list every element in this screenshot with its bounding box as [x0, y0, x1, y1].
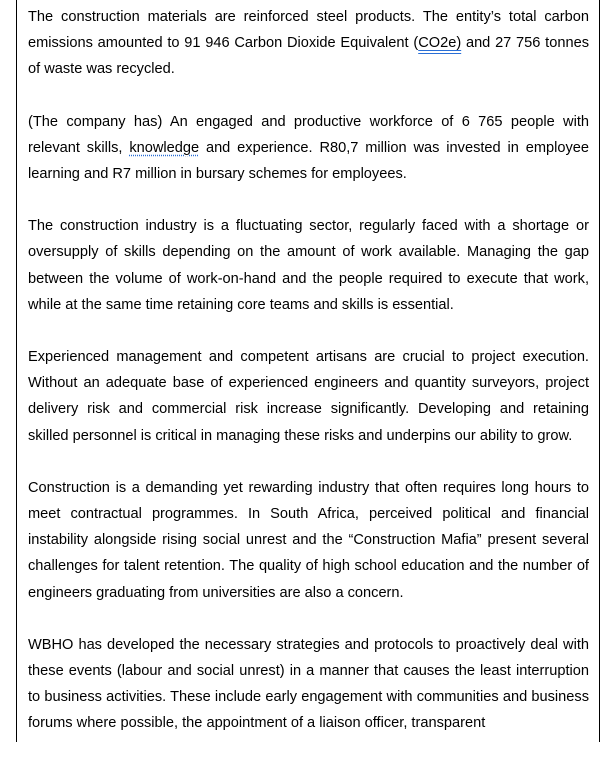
document-page	[16, 0, 600, 742]
spelling-flagged-word[interactable]: knowledge	[129, 139, 200, 156]
paragraph-experienced-management: Experienced management and competent artisans are crucial to project execution. Without an adequate base of experienced engineers and quantity surveyors, project delivery risk and commercial risk increase significantly. Developing and retaining skilled personnel is critical in managing these risks and underpins our ability to grow.	[28, 349, 589, 444]
grammar-flagged-word[interactable]: CO2e)	[418, 35, 462, 52]
paragraph-text: The construction materials are reinforced steel products. The entity’s total carbon emissions amounted to 91 946 Carbon Dioxide Equivalent (	[28, 9, 589, 52]
paragraph-industry-fluctuation: The construction industry is a fluctuating sector, regularly faced with a shortage or oversupply of skills depending on the amount of work available. Managing the gap between the volume of work-on-hand and the people required to execute that work, while at the same time retaining core teams and skills is essential.	[28, 218, 589, 313]
paragraph-workforce	[28, 109, 589, 188]
paragraph-text: and experience. R80,7 million was invested in employee learning and R7 million in bursary schemes for employees.	[28, 139, 589, 183]
document-body[interactable]	[28, 4, 589, 763]
paragraph-text: and 27 756 tonnes of waste was recycled.	[28, 35, 589, 78]
paragraph-carbon-emissions	[28, 4, 589, 83]
paragraph-text: (The company has) An engaged and productive workforce of 6 765 people with relevant skills,	[28, 113, 589, 156]
paragraph-talent-retention: Construction is a demanding yet rewarding industry that often requires long hours to meet contractual programmes. In South Africa, perceived political and financial instability alongside rising social unrest and the “Construction Mafia” present several challenges for talent retention. The quality of high school education and the number of engineers graduating from universities are also a concern.	[28, 479, 589, 601]
paragraph-wbho-strategies: WBHO has developed the necessary strategies and protocols to proactively deal with these events (labour and social unrest) in a manner that causes the least interruption to business activities. These include early engagement with communities and business forums where possible, the appointment of a liaison officer, transparent	[28, 636, 589, 732]
